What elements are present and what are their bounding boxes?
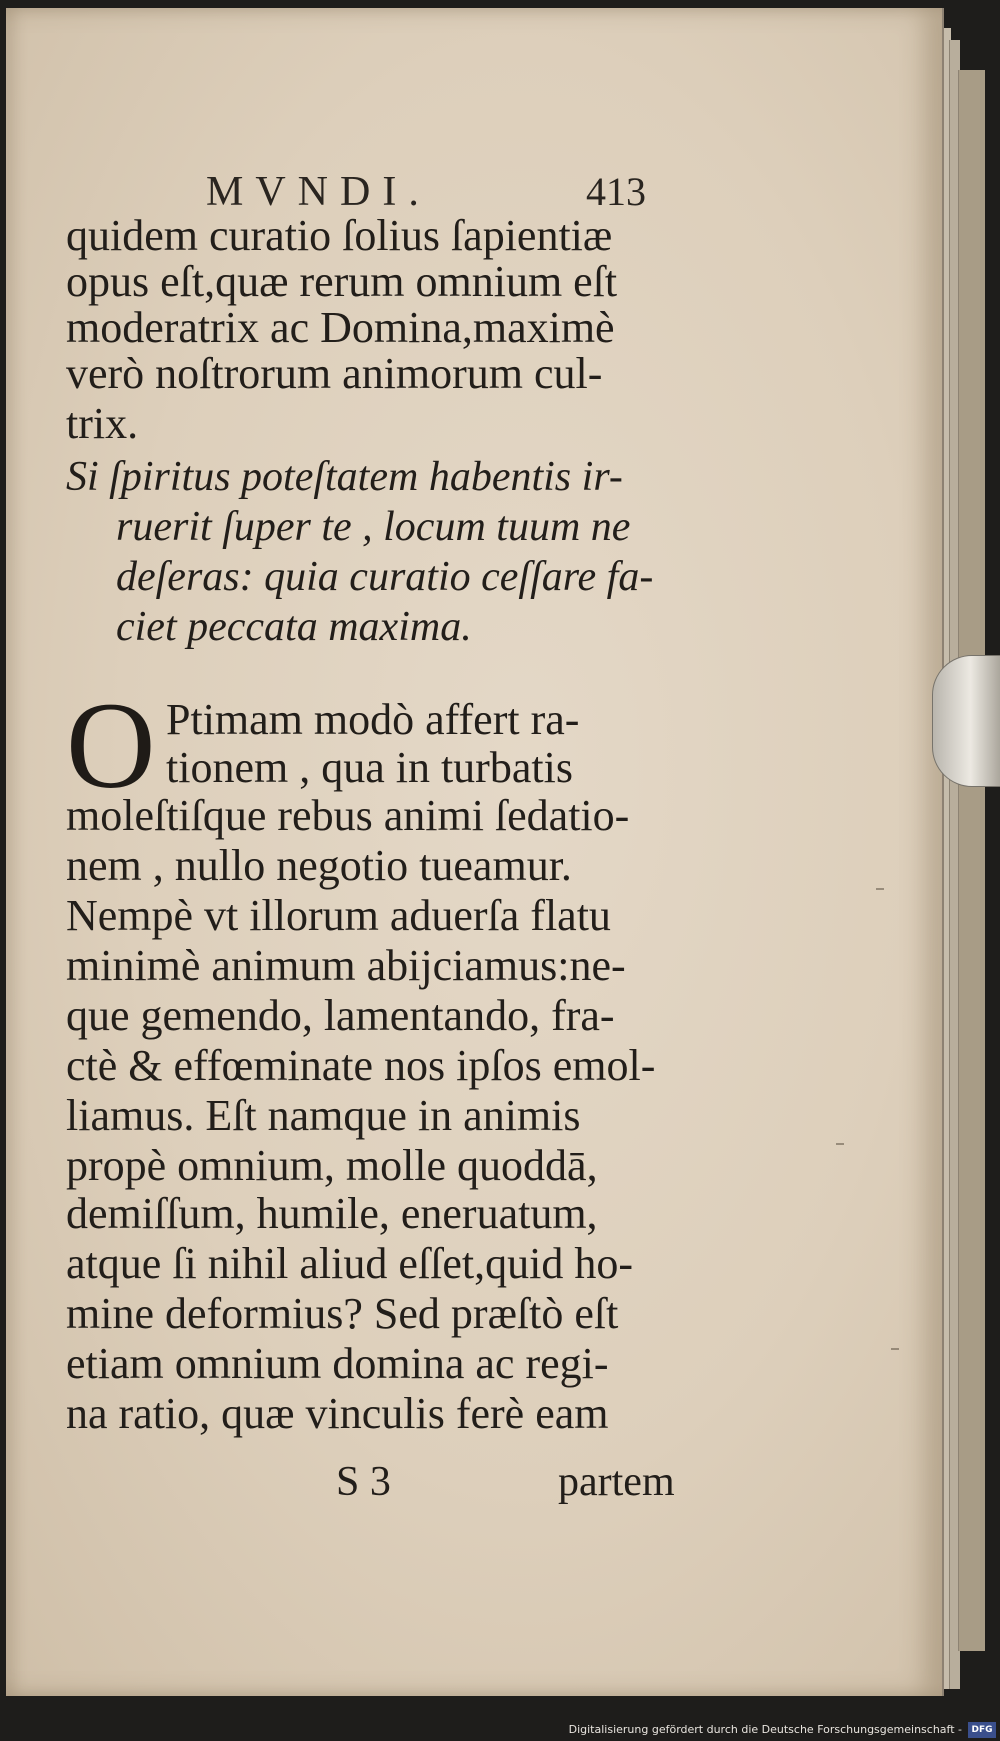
body-line: na ratio, quæ vinculis ferè eam [66,1389,609,1438]
catchword: partem [558,1459,675,1505]
text-line: opus eſt,quæ rerum omnium eſt [66,257,618,306]
body-line: atque ſi nihil aliud eſſet,quid ho- [66,1239,633,1288]
body-line: que gemendo, lamentando, fra- [66,991,615,1040]
text-line: trix. [66,399,139,448]
running-head-title: MVNDI. [206,169,431,215]
drop-cap: O [66,677,156,814]
body-line: etiam omnium domina ac regi- [66,1339,609,1388]
body-line: mine deformius? Sed præſtò eſt [66,1289,619,1338]
text-line: moderatrix ac Domina,maximè [66,303,615,352]
body-line: Ptimam modò affert ra- [166,695,580,744]
book-clasp [932,655,1000,787]
verse-line: ruerit ſuper te , locum tuum ne [116,504,631,550]
body-line: propè omnium, molle quoddā, [66,1141,598,1190]
verse-line: ciet peccata maxima. [116,604,472,650]
paper-speck [836,1143,844,1145]
dfg-logo: DFG [968,1722,996,1738]
page-number: 413 [586,169,646,214]
verse-line: Si ſpiritus poteſtatem habentis ir- [66,454,623,500]
signature-mark: S 3 [336,1459,391,1505]
digitization-credit: Digitalisierung gefördert durch die Deutsche Forschungsgemeinschaft - [568,1723,962,1736]
paper-speck [891,1348,899,1350]
body-line: minimè animum abijciamus:ne- [66,941,626,990]
verse-line: deſeras: quia curatio ceſſare fa- [116,554,654,600]
body-line: liamus. Eſt namque in animis [66,1091,581,1140]
paper-speck [876,888,884,890]
book-page [6,8,944,1696]
body-line: ctè & effœminate nos ipſos emol- [66,1041,656,1090]
cover-edge [958,70,985,1651]
body-line: moleſtiſque rebus animi ſedatio- [66,791,630,840]
body-line: demiſſum, humile, eneruatum, [66,1189,598,1238]
body-line: Nempè vt illorum aduerſa flatu [66,891,611,940]
body-line: nem , nullo negotio tueamur. [66,841,572,890]
body-line: tionem , qua in turbatis [166,743,573,792]
text-line: verò noſtrorum animorum cul- [66,349,603,398]
digitization-credit-bar [0,1715,1000,1741]
text-line: quidem curatio ſolius ſapientiæ [66,211,613,260]
